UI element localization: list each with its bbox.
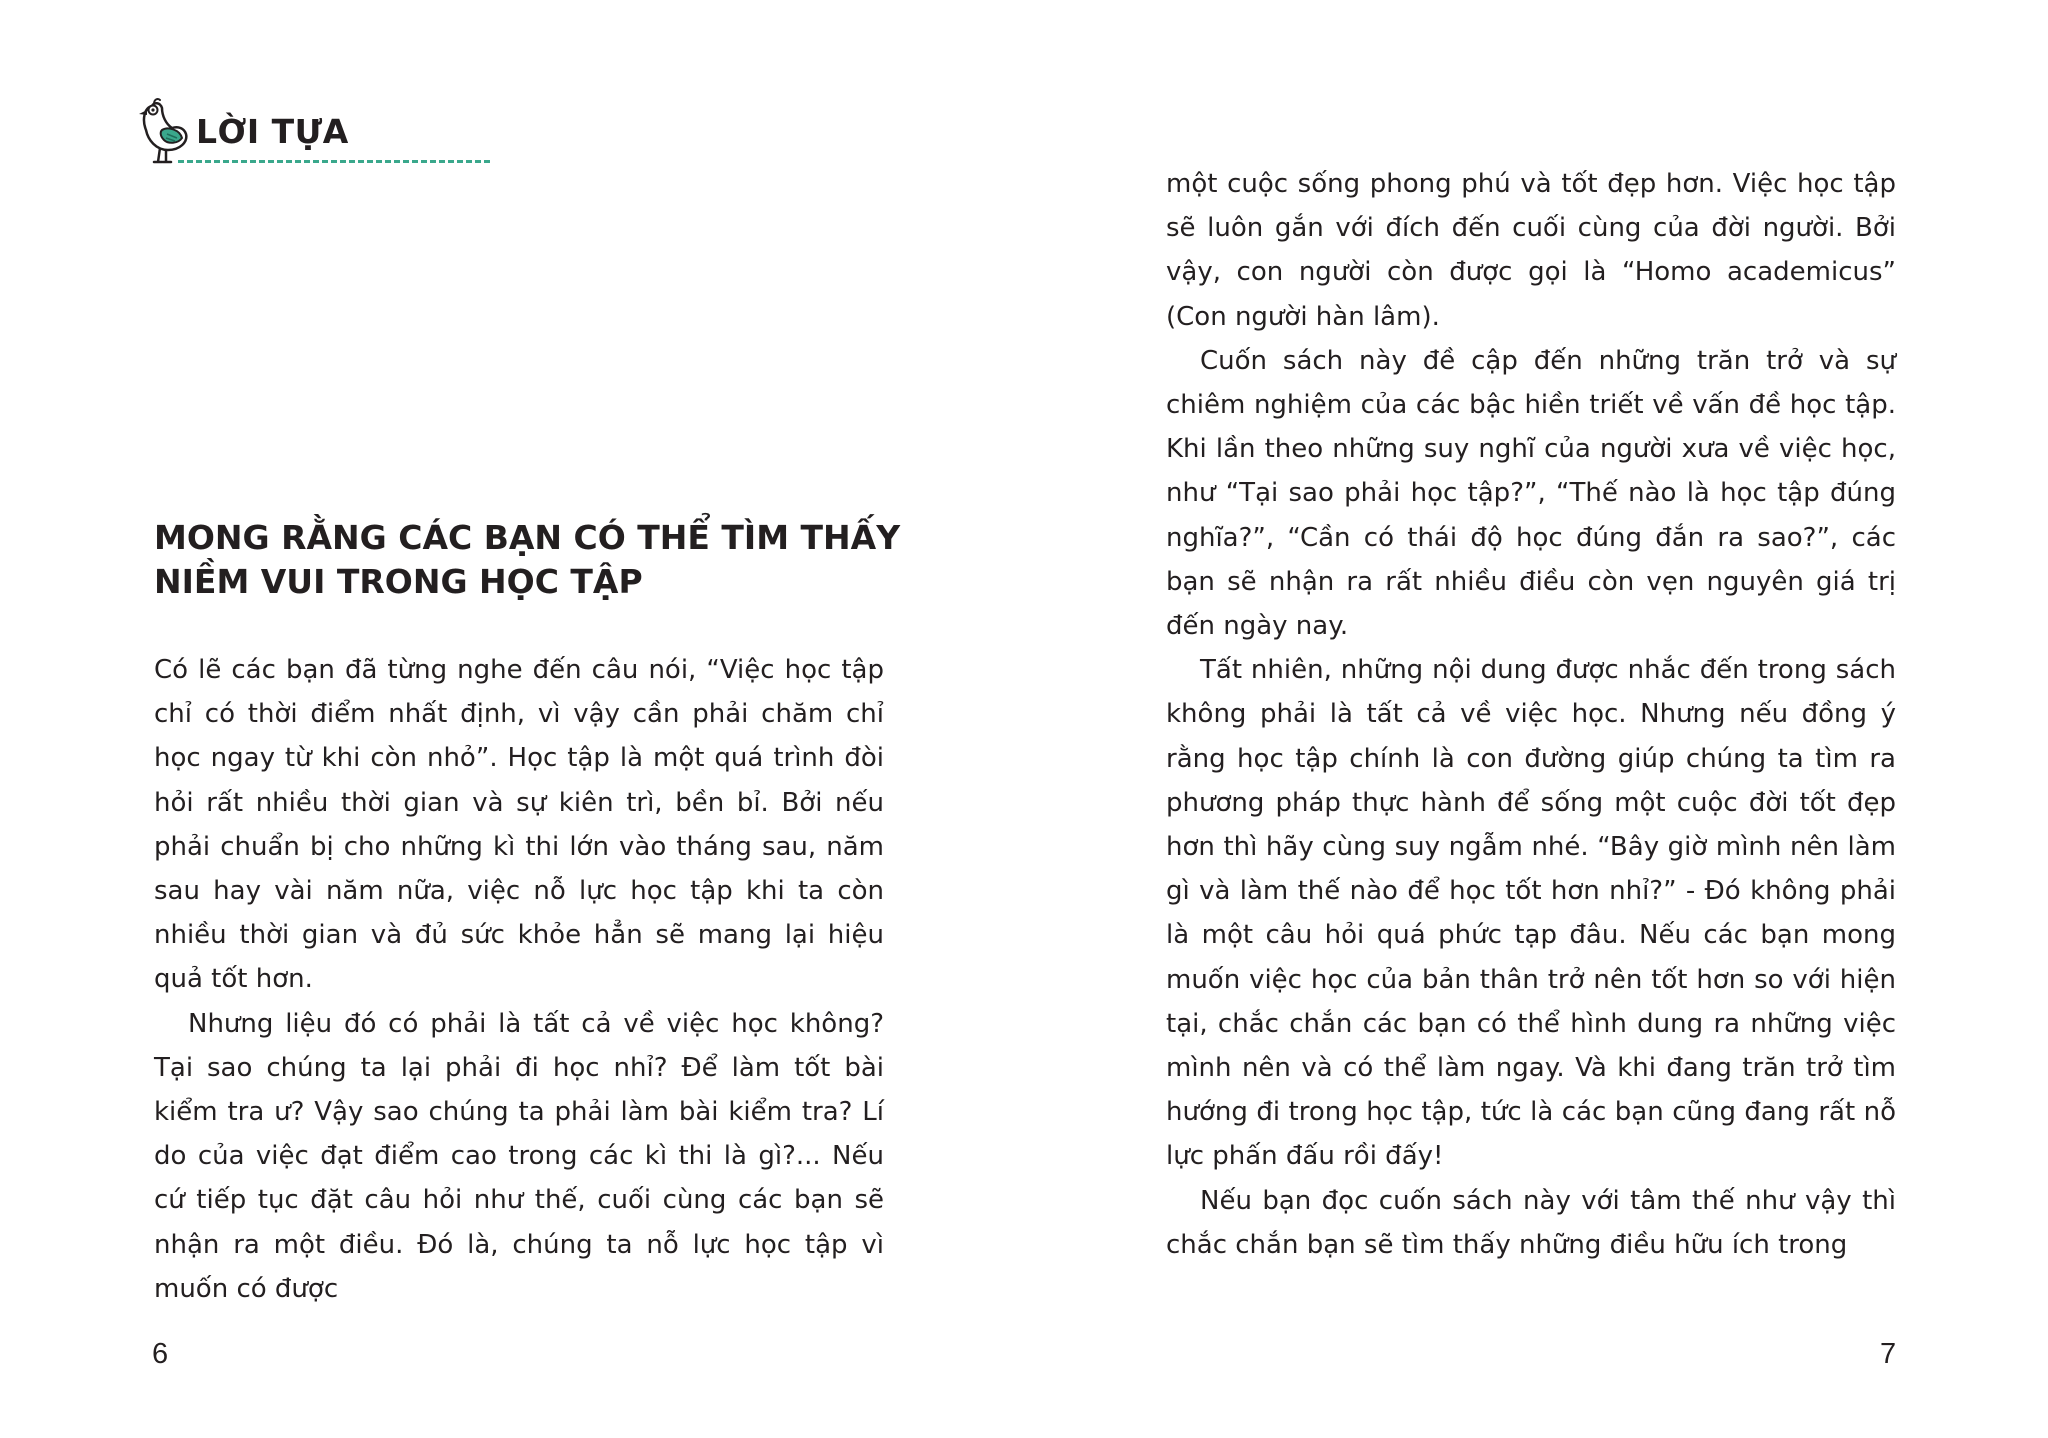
page-number: 7 bbox=[1880, 1338, 1897, 1370]
paragraph: Tất nhiên, những nội dung được nhắc đến trong sách không phải là tất cả về việc học. Nhưng nếu đồng ý rằng học tập chính là con đường giúp chúng ta tìm ra phương pháp thực hành để sống một cuộc đời tốt đẹp hơn thì hãy cùng suy ngẫm nhé. “Bây giờ mình nên làm gì và làm thế nào để học tốt hơn nhỉ?” - Đó không phải là một câu hỏi quá phức tạp đâu. Nếu các bạn mong muốn việc học của bản thân trở nên tốt hơn so với hiện tại, chắc chắn các bạn có thể hình dung ra những việc mình nên và có thể làm ngay. Và khi đang trăn trở tìm hướng đi trong học tập, tức là các bạn cũng đang rất nỗ lực phấn đấu rồi đấy! bbox=[1166, 655, 1896, 1172]
section-title: LỜI TỰA bbox=[196, 112, 349, 151]
paragraph: Nhưng liệu đó có phải là tất cả về việc học không? Tại sao chúng ta lại phải đi học nhỉ? Để làm tốt bài kiểm tra ư? Vậy sao chúng ta phải làm bài kiểm tra? Lí do của việc đạt điểm cao trong các kì thi là gì?... Nếu cứ tiếp tục đặt câu hỏi như thế, cuối cùng các bạn sẽ nhận ra một điều. Đó là, chúng ta nỗ lực học tập vì muốn có được bbox=[154, 1008, 884, 1304]
paragraph: Có lẽ các bạn đã từng nghe đến câu nói, “Việc học tập chỉ có thời điểm nhất định, vì vậy cần phải chăm chỉ học ngay từ khi còn nhỏ”. Học tập là một quá trình đòi hỏi rất nhiều thời gian và sự kiên trì, bền bỉ. Bởi nếu phải chuẩn bị cho những kì thi lớn vào tháng sau, năm sau hay vài năm nữa, việc nỗ lực học tập khi ta còn nhiều thời gian và đủ sức khỏe hẳn sẽ mang lại hiệu quả tốt hơn. bbox=[154, 655, 884, 995]
page-number: 6 bbox=[152, 1338, 169, 1370]
paragraph: Cuốn sách này đề cập đến những trăn trở và sự chiêm nghiệm của các bậc hiền triết về vấn đề học tập. Khi lần theo những suy nghĩ của người xưa về việc học, như “Tại sao phải học tập?”, “Thế nào là học tập đúng nghĩa?”, “Cần có thái độ học đúng đắn ra sao?”, các bạn sẽ nhận ra rất nhiều điều còn vẹn nguyên giá trị đến ngày nay. bbox=[1166, 345, 1896, 642]
chapter-heading-line-2: NIỀM VUI TRONG HỌC TẬP bbox=[154, 562, 643, 601]
bird-icon bbox=[138, 96, 190, 166]
chapter-heading bbox=[154, 516, 914, 604]
left-body-text bbox=[154, 648, 884, 1311]
paragraph: một cuộc sống phong phú và tốt đẹp hơn. Việc học tập sẽ luôn gắn với đích đến cuối cùng của đời người. Bởi vậy, con người còn được gọi là “Homo academicus” (Con người hàn lâm). bbox=[1166, 169, 1896, 332]
right-body-text bbox=[1166, 162, 1896, 1267]
paragraph: Nếu bạn đọc cuốn sách này với tâm thế như vậy thì chắc chắn bạn sẽ tìm thấy những điều hữu ích trong bbox=[1166, 1185, 1896, 1260]
right-page bbox=[1024, 0, 2048, 1438]
section-header bbox=[138, 96, 350, 168]
chapter-heading-line-1: MONG RẰNG CÁC BẠN CÓ THỂ TÌM THẤY bbox=[154, 518, 901, 557]
section-divider bbox=[178, 160, 490, 163]
